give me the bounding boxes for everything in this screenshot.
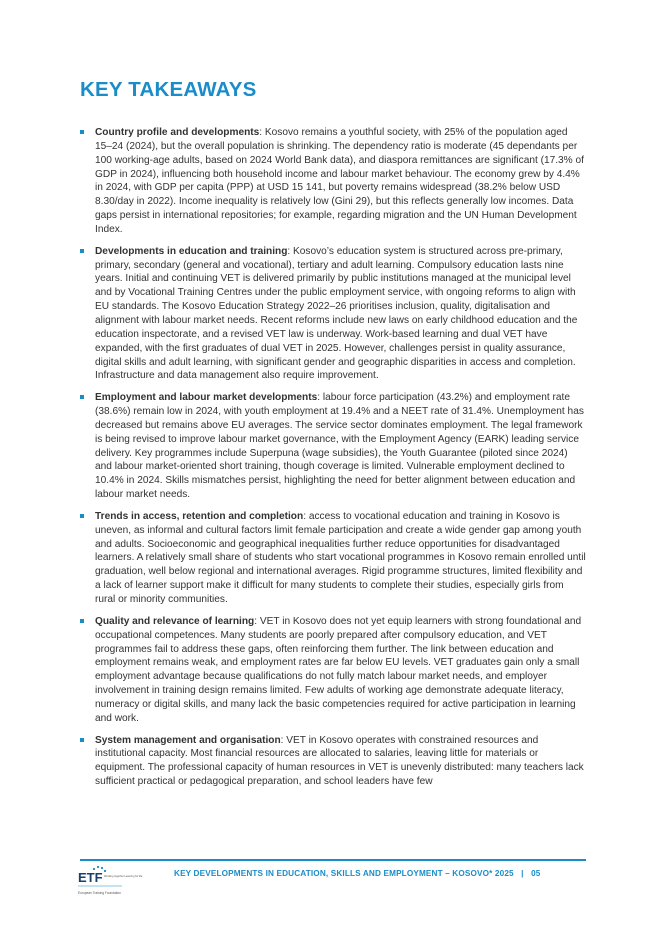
takeaway-text: : VET in Kosovo does not yet equip learners with strong foundational and occupational competences. Many students are poorly prepared after compulsory education, and VET programmes fail to address these gaps, often reinforcing them further. The link between education and employment remains weak, and employment rates are far below EU levels. VET graduates gain only a small employment advantage because qualifications do not fully match labour market needs, and employer involvement in training design remains limited. Few adults of working age demonstrate adequate literacy, numeracy or digital skills, and many lack the basic competencies required for active participation in learning and work. (95, 615, 582, 724)
bullet-square-icon (80, 249, 84, 253)
takeaway-heading: Trends in access, retention and completion (95, 510, 304, 522)
logo-star (104, 870, 106, 872)
takeaway-heading: Developments in education and training (95, 245, 288, 257)
bullet-square-icon (80, 738, 84, 742)
takeaway-item-education-training (80, 245, 586, 383)
takeaway-item-quality-relevance (80, 615, 586, 726)
bullet-square-icon (80, 514, 84, 518)
takeaway-heading: System management and organisation (95, 734, 281, 746)
page-number: 05 (531, 869, 541, 878)
logo-acronym: ETF (78, 870, 103, 885)
takeaway-heading: Employment and labour market developments (95, 392, 318, 404)
takeaway-heading: Quality and relevance of learning (95, 615, 255, 627)
bullet-square-icon (80, 130, 84, 134)
takeaway-text: : VET in Kosovo operates with constrained resources and institutional capacity. Most financial resources are allocated to salaries, leaving little for materials or equipment. The professional capacity of human resources in VET is unevenly distributed: many teachers lack sufficient practical or pedagogical preparation, and school leaders have few (95, 734, 584, 788)
takeaway-text: : labour force participation (43.2%) and employment rate (38.6%) remain low in 2024, with youth employment at 19.4% and a NEET rate of 31.4%. Unemployment has decreased but remains above EU averages. The service sector dominates employment. The legal framework is being revised to improve labour market governance, with the Employment Agency (EARK) leading service delivery. Key programmes include Superpuna (wage subsidies), the Youth Guarantee (piloted since 2024) and labour market-oriented short training, though coverage is limited. Vulnerable employment declined to 10.4% in 2024. Skills mismatches persist, highlighting the need for better alignment between education and labour market needs. (95, 392, 584, 501)
logo-tagline: Working together Learning for life (104, 875, 143, 878)
takeaway-item-system-management (80, 734, 586, 789)
logo-star (97, 866, 99, 868)
footer-divider (80, 859, 586, 861)
logo-star (101, 867, 103, 869)
etf-logo-icon (78, 864, 143, 900)
logo-name: European Training Foundation (78, 891, 121, 895)
takeaway-item-country-profile (80, 126, 586, 237)
takeaway-item-access-retention (80, 510, 586, 607)
bullet-square-icon (80, 619, 84, 623)
footer-running-title: KEY DEVELOPMENTS IN EDUCATION, SKILLS AND EMPLOYMENT – KOSOVO* 2025 (174, 869, 514, 878)
logo-star (93, 868, 95, 870)
running-footer (174, 869, 540, 878)
takeaway-text: : Kosovo’s education system is structured across pre-primary, primary, secondary (general and vocational), tertiary and adult learning. Compulsory education lasts nine years. Initial and continuing VET is delivered primarily by public institutions managed at the municipal level and by Vocational Training Centres under the public employment service, with ongoing reforms to align with EU standards. The Kosovo Education Strategy 2022–26 prioritises inclusion, quality, digitalisation and alignment with labour market needs. Recent reforms include new laws on early childhood education and the education inspectorate, and a revised VET law is underway. Work-based learning and dual VET have expanded, with the first graduates of dual VET in 2025. However, challenges persist in quality assurance, digital skills and adult learning, with significant gender and geographic disparities in access and completion. Infrastructure and data management also require improvement. (95, 245, 578, 382)
page-title: KEY TAKEAWAYS (80, 78, 257, 101)
bullet-square-icon (80, 395, 84, 399)
footer-separator: | (521, 869, 524, 878)
takeaway-text: : access to vocational education and training in Kosovo is uneven, as informal and cultural factors limit female participation and create a wide gender gap among youth and adults. Socioeconomic and geographical inequalities further reduce opportunities for disadvantaged learners. A relatively small share of students who start vocational programmes in Kosovo remain enrolled until graduation, well below regional and international averages. Rigid programme structures, limited flexibility and a lack of learner support make it difficult for many students to complete their studies, especially girls from rural or minority communities. (95, 510, 586, 605)
takeaways-list (80, 126, 586, 797)
takeaway-heading: Country profile and developments (95, 127, 260, 138)
takeaway-text: : Kosovo remains a youthful society, with 25% of the population aged 15–24 (2024), but the overall population is shrinking. The dependency ratio is moderate (45 dependants per 100 working-age adults, based on 2024 World Bank data), and diaspora remittances are significant (17.3% of GDP in 2024), influencing both household income and labour market behaviour. The economy grew by 4.4% in 2024, with GDP per capita (PPP) at USD 15 141, but poverty remains widespread (38.2% below USD 8.30/day in 2022). Income inequality is relatively low (Gini 29), but this reflects generally low incomes. Data gaps persist in international repositories; for example, regarding migration and the UN Human Development Index. (95, 127, 584, 235)
takeaway-item-employment (80, 391, 586, 502)
